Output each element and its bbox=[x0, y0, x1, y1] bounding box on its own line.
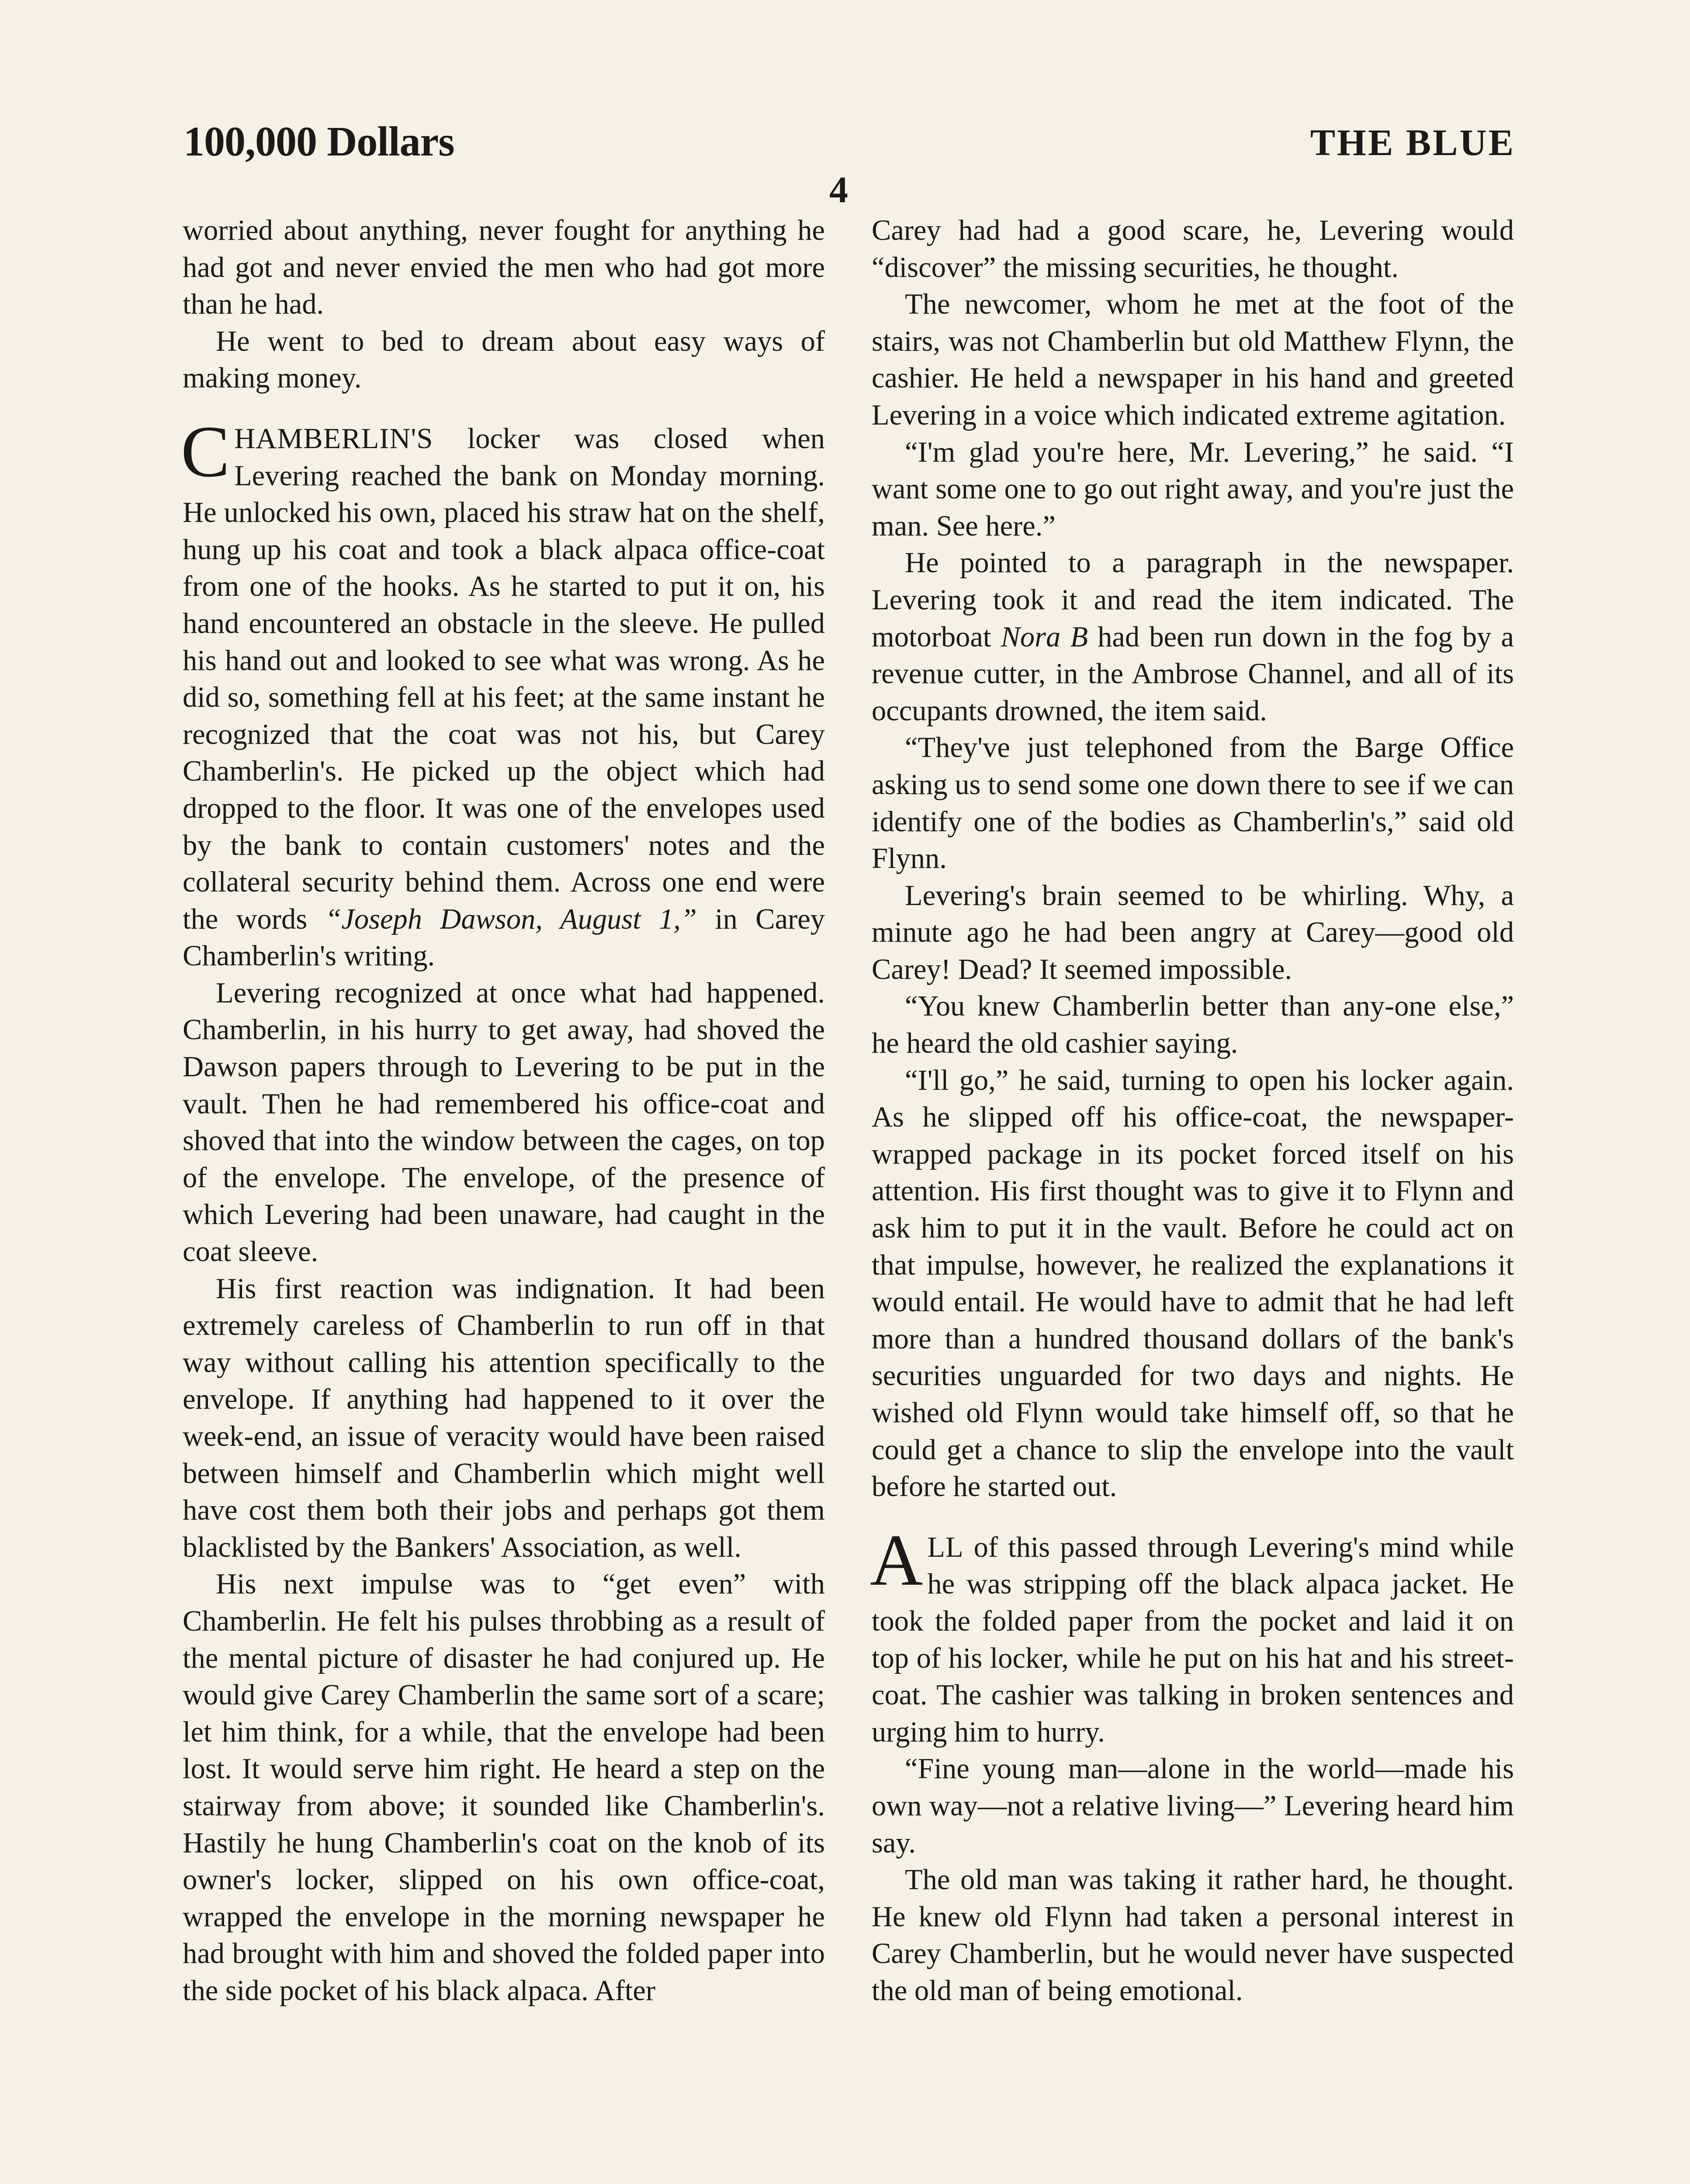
paragraph: “You knew Chamberlin better than any-one else,” he heard the old cashier saying. bbox=[872, 990, 1514, 1060]
small-caps-lead: LL bbox=[927, 1531, 964, 1563]
paragraph: worried about anything, never fought for anything he had got and never envied the men who had got more than he had. bbox=[183, 214, 825, 321]
small-caps-lead: HAMBERLIN'S bbox=[234, 422, 433, 455]
drop-cap: C bbox=[181, 411, 230, 492]
left-text-column bbox=[183, 212, 825, 2010]
boat-name: Nora B bbox=[1001, 621, 1088, 653]
paragraph: “Fine young man—alone in the world—made his own way—not a relative living—” Levering heard him say. bbox=[872, 1753, 1514, 1859]
paragraph: He went to bed to dream about easy ways of making money. bbox=[183, 325, 825, 394]
paragraph-text: of this passed through Levering's mind while he was stripping off the black alpaca jacket. He took the folded paper from the pocket and laid it on top of his locker, while he put on his hat and his street-coat. The cashier was talking in broken sentences and urging him to hurry. bbox=[872, 1531, 1514, 1748]
paragraph: His first reaction was indignation. It had been extremely careless of Chamberlin to run off in that way without calling his attention specifically to the envelope. If anything had happened to it over the week-end, an issue of veracity would have been raised between himself and Chamberlin which might well have cost them both their jobs and perhaps got them blacklisted by the Bankers' Association, as well. bbox=[183, 1272, 825, 1563]
story-title-header: 100,000 Dollars bbox=[184, 118, 454, 165]
paragraph: “They've just telephoned from the Barge Office asking us to send some one down there to see if we can identify one of the bodies as Chamberlin's,” said old Flynn. bbox=[872, 732, 1514, 875]
paragraph: “I'm glad you're here, Mr. Levering,” he said. “I want some one to go out right away, and you're just the man. See here.” bbox=[872, 436, 1514, 542]
paragraph-text: had been run down in the fog by a revenue cutter, in the Ambrose Channel, and all of its occupants drowned, the item said. bbox=[872, 621, 1514, 727]
paragraph-text: He pointed to a paragraph in the newspaper. Levering took it and read the item indicated. The motorboat bbox=[872, 547, 1514, 653]
right-text-column bbox=[872, 212, 1514, 2010]
magazine-title-header: THE BLUE bbox=[1310, 121, 1515, 163]
paragraph: His next impulse was to “get even” with Chamberlin. He felt his pulses throbbing as a result of the mental picture of disaster he had conjured up. He would give Carey Chamberlin the same sort of a scare; let him think, for a while, that the envelope had been lost. It would serve him right. He heard a step on the stairway from above; it sounded like Chamberlin's. Hastily he hung Chamberlin's coat on the knob of its owner's locker, slipped on his own office-coat, wrapped the envelope in the morning newspaper he had brought with him and shoved the folded paper into the side pocket of his black alpaca. After bbox=[183, 1568, 825, 2007]
paragraph-text: locker was closed when Levering reached the bank on Monday morning. He unlocked his own, placed his straw hat on the shelf, hung up his coat and took a black alpaca office-coat from one of the hooks. As he started to put it on, his hand encountered an obstacle in the sleeve. He pulled his hand out and looked to see what was wrong. As he did so, something fell at his feet; at the same instant he recognized that the coat was not his, but Carey Chamberlin's. He picked up the object which had dropped to the floor. It was one of the envelopes used by the bank to contain customers' notes and the collateral security behind them. Across one end were the words bbox=[183, 422, 825, 935]
section-paragraph bbox=[181, 411, 825, 975]
paragraph: The old man was taking it rather hard, he thought. He knew old Flynn had taken a personal interest in Carey Chamberlin, but he would never have suspected the old man of being emotional. bbox=[872, 1864, 1514, 2007]
italic-quote: “Joseph Dawson, August 1,” bbox=[325, 903, 697, 935]
paragraph: “I'll go,” he said, turning to open his locker again. As he slipped off his office-coat, the newspaper-wrapped package in its pocket forced itself on his attention. His first thought was to give it to Flynn and ask him to put it in the vault. Before he could act on that impulse, however, he realized the explanations it would entail. He would have to admit that he had left more than a hundred thousand dollars of the bank's securities unguarded for two days and nights. He wished old Flynn would take himself off, so that he could get a chance to slip the envelope into the vault before he started out. bbox=[872, 1064, 1514, 1503]
paragraph-text: in Carey Chamberlin's writing. bbox=[183, 903, 825, 972]
paragraph bbox=[872, 545, 1514, 729]
paragraph: Levering recognized at once what had happened. Chamberlin, in his hurry to get away, had shoved the Dawson papers through to Levering to be put in the vault. Then he had remembered his office-coat and shoved that into the window between the cages, on top of the envelope. The envelope, of the presence of which Levering had been unaware, had caught in the coat sleeve. bbox=[183, 977, 825, 1268]
paragraph: Levering's brain seemed to be whirling. Why, a minute ago he had been angry at Carey—good old Carey! Dead? It seemed impossible. bbox=[872, 879, 1514, 985]
drop-cap: A bbox=[870, 1519, 923, 1601]
paragraph: Carey had had a good scare, he, Levering would “discover” the missing securities, he thought. bbox=[872, 214, 1514, 283]
paragraph: The newcomer, whom he met at the foot of the stairs, was not Chamberlin but old Matthew Flynn, the cashier. He held a newspaper in his hand and greeted Levering in a voice which indicated extreme agitation. bbox=[872, 288, 1514, 431]
page-number: 4 bbox=[829, 169, 848, 211]
section-paragraph bbox=[870, 1519, 1514, 1751]
